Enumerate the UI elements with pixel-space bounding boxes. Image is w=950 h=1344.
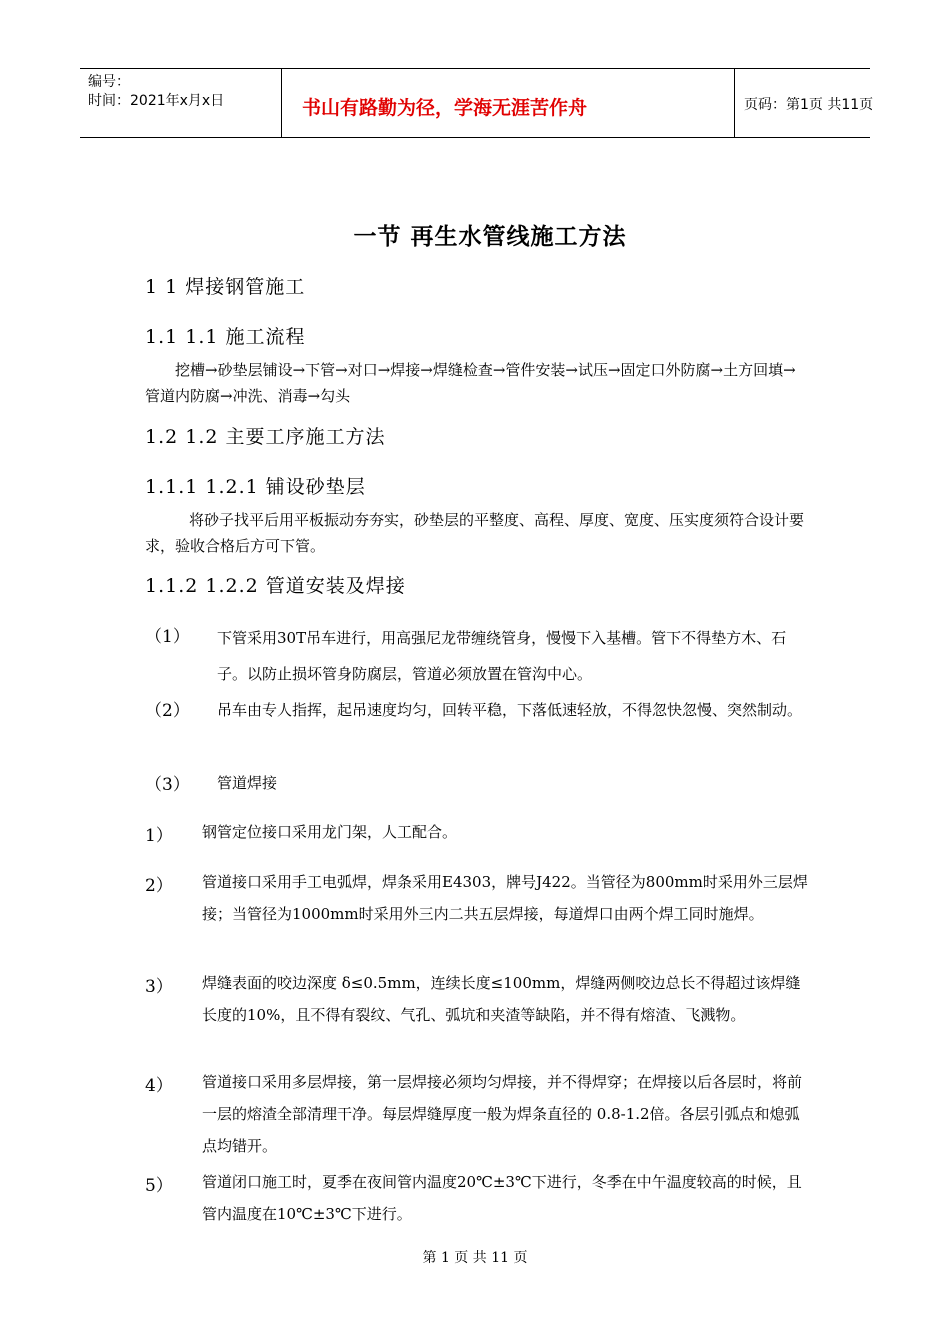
- heading-1: 1 1 焊接钢管施工: [145, 276, 306, 298]
- list-item-number: 5）: [145, 1176, 173, 1196]
- list-item-text: 吊车由专人指挥，起吊速度均匀，回转平稳，下落低速轻放，不得忽快忽慢、突然制动。: [217, 701, 803, 719]
- page-title: 一节 再生水管线施工方法: [353, 224, 627, 250]
- list-item-number: （3）: [145, 775, 190, 795]
- flow-paragraph: 挖槽→砂垫层铺设→下管→对口→焊接→焊缝检查→管件安装→试压→固定口外防腐→土方回填→管道内防腐→冲洗、消毒→勾头: [145, 361, 796, 405]
- page-footer: 第 1 页 共 11 页: [422, 1250, 528, 1266]
- list-item-number: （2）: [145, 701, 190, 721]
- list-item-number: （1）: [145, 627, 190, 647]
- heading-1-2-1: 1.1.1 1.2.1 铺设砂垫层: [145, 476, 366, 498]
- sand-paragraph: 将砂子找平后用平板振动夯夯实，砂垫层的平整度、高程、厚度、宽度、压实度须符合设计要求，验收合格后方可下管。: [145, 511, 805, 555]
- page-info: 页码：第1页 共11页: [744, 97, 874, 113]
- list-item-number: 4）: [145, 1076, 173, 1096]
- list-item-text: 管道接口采用多层焊接，第一层焊接必须均匀焊接，并不得焊穿；在焊接以后各层时，将前一层的熔渣全部清理干净。每层焊缝厚度一般为焊条直径的 0.8-1.2倍。各层引弧点和熄弧点均错开。: [202, 1073, 803, 1155]
- list-item-text: 管道闭口施工时，夏季在夜间管内温度20℃±3℃下进行，冬季在中午温度较高的时候，且管内温度在10℃±3℃下进行。: [202, 1173, 802, 1223]
- code-label: 编号：: [88, 74, 130, 90]
- header-meta: [80, 69, 282, 137]
- heading-1-1: 1.1 1.1 施工流程: [145, 326, 306, 348]
- list-item-text: 焊缝表面的咬边深度 δ≤0.5mm，连续长度≤100mm，焊缝两侧咬边总长不得超过该焊缝长度的10%，且不得有裂纹、气孔、弧坑和夹渣等缺陷，并不得有熔渣、飞溅物。: [202, 974, 801, 1024]
- motto: 书山有路勤为径，学海无涯苦作舟: [302, 97, 588, 119]
- list-item-number: 1）: [145, 826, 173, 846]
- time-label: 时间：2021年x月x日: [88, 93, 225, 109]
- list-item-text: 管道接口采用手工电弧焊，焊条采用E4303，牌号J422。当管径为800mm时采用外三层焊接；当管径为1000mm时采用外三内二共五层焊接，每道焊口由两个焊工同时施焊。: [202, 873, 808, 923]
- header-motto-cell: [282, 69, 735, 137]
- list-item-text: 钢管定位接口采用龙门架，人工配合。: [202, 823, 458, 841]
- list-item-text: 下管采用30T吊车进行，用高强尼龙带缠绕管身，慢慢下入基槽。管下不得垫方木、石子。以防止损坏管身防腐层，管道必须放置在管沟中心。: [217, 629, 787, 683]
- heading-1-2-2: 1.1.2 1.2.2 管道安装及焊接: [145, 575, 406, 597]
- document-header: [80, 68, 874, 138]
- list-item-number: 3）: [145, 977, 173, 997]
- heading-1-2: 1.2 1.2 主要工序施工方法: [145, 426, 386, 448]
- list-item-text: 管道焊接: [217, 774, 278, 792]
- list-item-number: 2）: [145, 876, 173, 896]
